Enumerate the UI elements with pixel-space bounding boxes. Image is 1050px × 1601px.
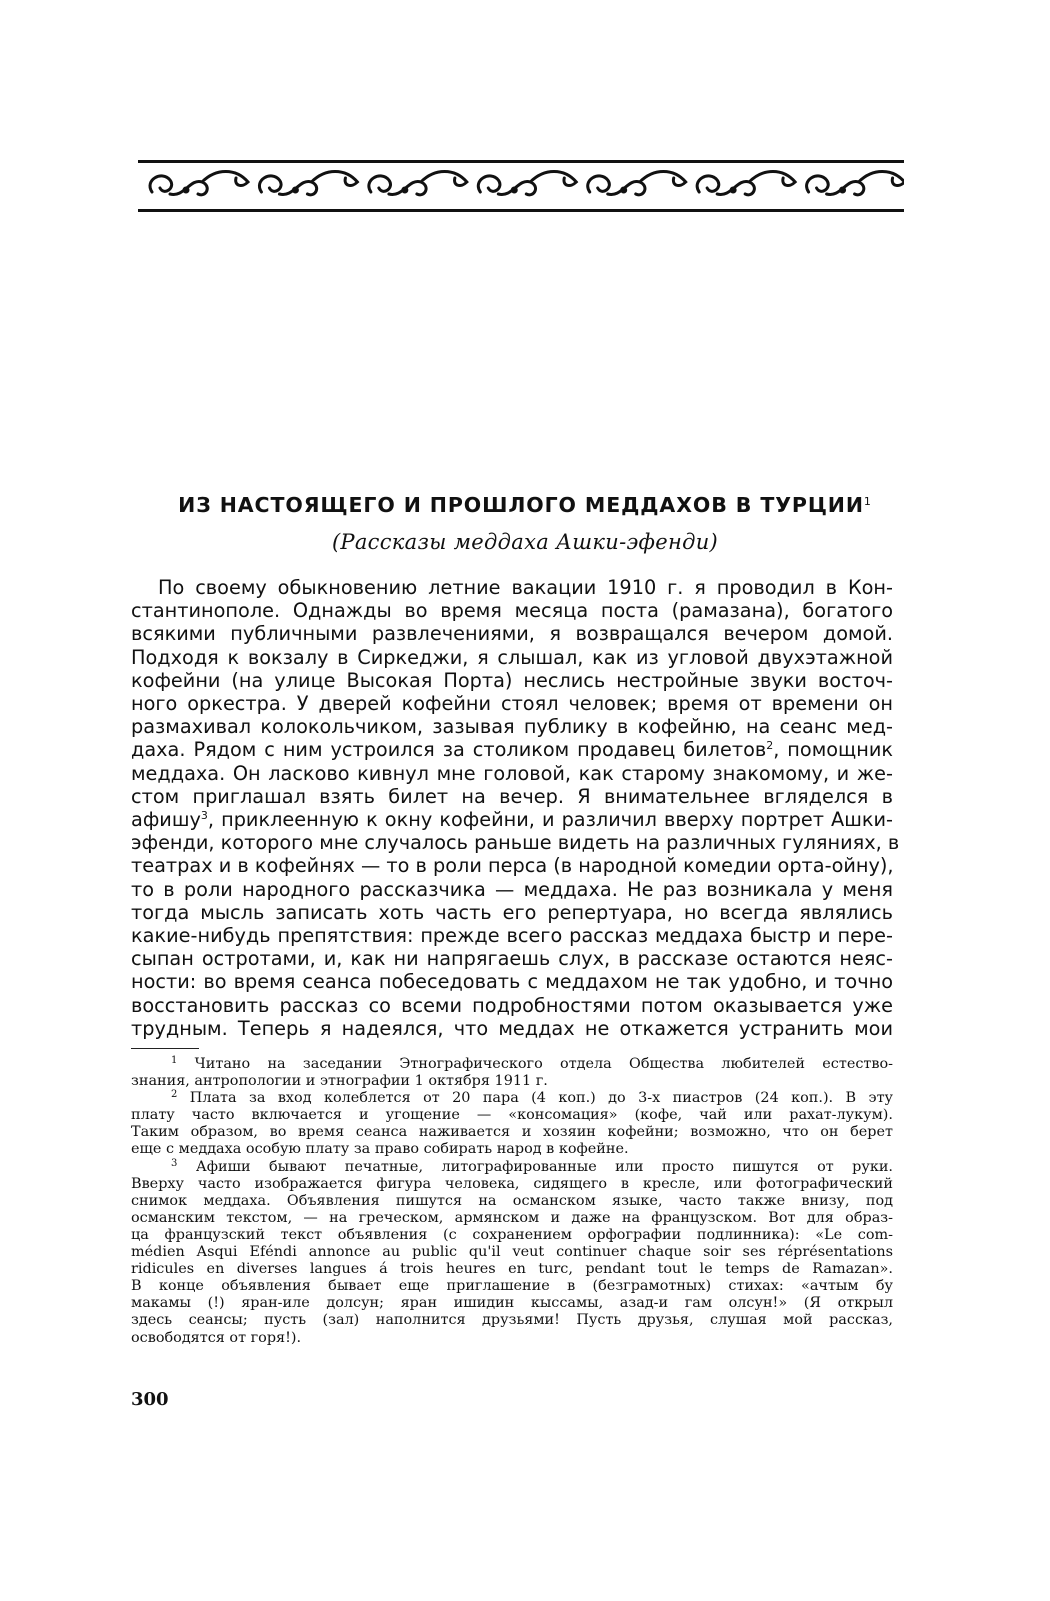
body-line: кофейни (на улице Высокая Порта) неслись нестройные звуки восточ-	[131, 668, 893, 692]
footnote-line: плату часто включается и угощение — «консомация» (кофе, чай или рахат-лукум).	[131, 1107, 893, 1124]
body-line: По своему обыкновению летние вакации 1910 г. я проводил в Кон-	[158, 576, 893, 599]
footnote-text: Плата за вход колеблется от 20 пара (4 коп.) до 3-х пиастров (24 коп.). В эту	[189, 1090, 893, 1107]
footnote-line: ridicules en diverses langues á trois heures en turc, pendant tout le temps de Ramazan».	[131, 1261, 893, 1278]
footnote-line	[131, 1159, 893, 1176]
article-title-text: ИЗ НАСТОЯЩЕГО И ПРОШЛОГО МЕДДАХОВ В ТУРЦИИ	[178, 493, 864, 517]
footnote-line: В конце объявления бывает еще приглашение в (безграмотных) стихах: «ачтым бу	[131, 1278, 893, 1295]
footnote-line: Вверху часто изображается фигура человека, сидящего в кресле, или фотографический	[131, 1175, 893, 1192]
body-line: стом приглашал взять билет на вечер. Я внимательнее вгляделся в	[131, 784, 893, 808]
body-line: Подходя к вокзалу в Сиркеджи, я слышал, как из угловой двухэтажной	[131, 645, 893, 669]
body-line: то в роли народного рассказчика — меддаха. Не раз возникала у меня	[131, 877, 893, 901]
body-line: восстановить рассказ со всеми подробностями потом оказывается уже	[131, 993, 893, 1017]
footnote-line: макамы (!) яран-иле долсун; яран ишидин кысcамы, азад-и гам олсун!» (Я открыл	[131, 1295, 893, 1312]
ornament-scroll	[588, 172, 686, 195]
body-line: ного оркестра. У дверей кофейни стоял человек; время от времени он	[131, 692, 893, 716]
body-line: тогда мысль записать хоть часть его репертуара, но всегда являлись	[131, 900, 893, 924]
body-line: какие-нибудь препятствия: прежде всего рассказ меддаха быстр и пере-	[131, 924, 893, 948]
footnote-ref: 3	[200, 809, 208, 823]
ornament-scroll	[259, 172, 357, 195]
footnote-line	[131, 1056, 893, 1073]
ornament-dot	[841, 188, 845, 192]
footnotes-block	[131, 1056, 893, 1347]
body-line-text: даха. Рядом с ним устроился за столиком продавец билетов	[131, 738, 767, 762]
ornament-dot	[622, 188, 626, 192]
body-line: сыпан остротами, и, как ни напрягаешь слух, в рассказе остаются неяс-	[131, 947, 893, 971]
body-line: стантинополе. Однажды во время месяца поста (рамазана), богатого	[131, 599, 893, 623]
footnote-text: Читано на заседании Этнографического отдела Общества любителей естество-	[194, 1056, 893, 1072]
ornament-dot	[731, 188, 735, 192]
body-line	[131, 808, 893, 831]
ornament-band	[138, 158, 904, 216]
body-line: ности: во время сеанса побеседовать с меддахом не так удобно, и точно	[131, 970, 893, 994]
footnote-line: еще с меддаха особую плату за право собирать народ в кофейне.	[131, 1141, 629, 1158]
footnote-line: османским текстом, — на греческом, армянском и даже на французском. Вот для образ-	[131, 1209, 893, 1226]
body-line: трудным. Теперь я надеялся, что меддах не откажется устранить мои	[131, 1016, 893, 1040]
footnote-number: 2	[171, 1089, 178, 1101]
footnote-line	[131, 1090, 893, 1107]
body-line: театрах и в кофейнях — то в роли перса (в народной комедии орта-ойну),	[131, 854, 894, 878]
footnote-line: освободятся от горя!).	[131, 1329, 302, 1346]
article-subtitle: (Рассказы меддаха Ашки-эфенди)	[331, 530, 719, 554]
ornament-dot	[184, 188, 188, 192]
footnote-text: Афиши бывают печатные, литографированные или просто пишутся от руки.	[195, 1158, 894, 1175]
decorative-header-ornament	[138, 158, 904, 216]
ornament-scroll	[150, 172, 248, 195]
body-line-text: , помощник	[773, 738, 893, 762]
body-line: размахивал колокольчиком, зазывая публику в кофейню, на сеанс мед-	[131, 715, 893, 739]
footnote-line: ца французский текст объявления (с сохранением орфографии подлинника): «Le com-	[131, 1226, 893, 1243]
main-paragraph	[131, 576, 900, 1040]
ornament-dot	[512, 188, 516, 192]
footnote-line: Таким образом, во время сеанса наживается и хозяин кофейни; возможно, что он берет	[131, 1124, 893, 1141]
footnote-number: 3	[171, 1157, 178, 1169]
body-line: меддаха. Он ласково кивнул мне головой, как старому знакомому, и же-	[131, 761, 893, 785]
footnote-ref: 2	[766, 739, 774, 753]
footnote-line: здесь сеансы; пусть (зал) наполнится друзьями! Пусть друзья, слушая мой рассказ,	[131, 1312, 893, 1329]
ornament-scroll	[478, 172, 576, 195]
footnote-divider	[131, 1048, 199, 1049]
footnote-line: снимок меддаха. Объявления пишутся на османском языке, часто также внизу, под	[131, 1192, 893, 1209]
ornament-scroll	[369, 172, 467, 195]
title-footnote-ref: 1	[863, 495, 872, 508]
body-line-text: , приклеенную к окну кофейни, и различил вверху портрет Ашки-	[207, 808, 893, 832]
body-line	[131, 738, 893, 761]
body-line: эфенди, которого мне случалось раньше видеть на различных гуляниях, в	[131, 831, 900, 855]
body-line-text: афишу	[131, 808, 201, 832]
page-number: 300	[131, 1389, 169, 1410]
ornament-scroll	[697, 172, 795, 195]
footnote-number: 1	[171, 1055, 178, 1066]
footnote-line: знания, антропологии и этнографии 1 октября 1911 г.	[131, 1073, 548, 1090]
body-line: всякими публичными развлечениями, я возвращался вечером домой.	[131, 622, 893, 646]
ornament-scroll	[807, 172, 904, 195]
article-title	[110, 493, 940, 517]
ornament-dot	[403, 188, 407, 192]
footnote-line: médien Asqui Eféndi annonce au public qu'il veut continuer chaque soir ses réprésentations	[131, 1244, 893, 1261]
ornament-dot	[293, 188, 297, 192]
